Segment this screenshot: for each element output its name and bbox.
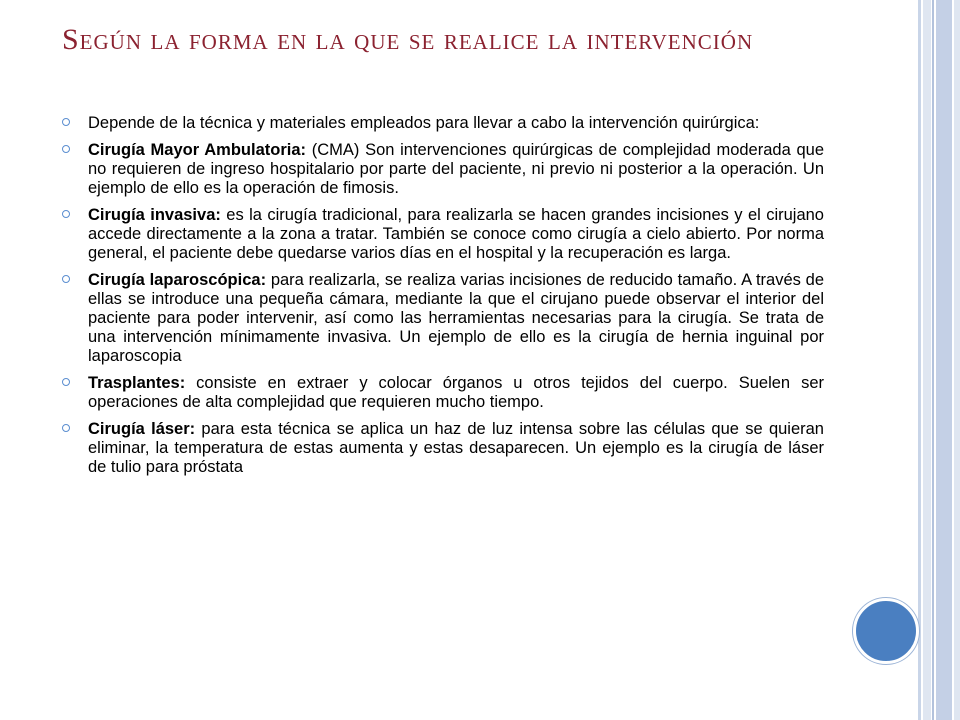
decorative-stripe	[954, 0, 960, 720]
bullet-item	[62, 271, 824, 366]
bullet-term: Cirugía láser:	[88, 420, 196, 438]
decorative-stripe	[932, 0, 934, 720]
bullet-item	[62, 420, 824, 477]
bullet-term: Trasplantes:	[88, 374, 186, 392]
bullet-circle-icon	[62, 118, 70, 126]
bullet-item	[62, 374, 824, 412]
bullet-term: Cirugía Mayor Ambulatoria:	[88, 141, 306, 159]
bullet-item	[62, 141, 824, 198]
decorative-circle	[853, 598, 919, 664]
bullet-term: Cirugía laparoscópica:	[88, 271, 267, 289]
bullet-circle-icon	[62, 378, 70, 386]
bullet-text: (CMA) Son intervenciones quirúrgicas de complejidad moderada que no requieren de ingreso hospitalario por parte del paciente, ni previo ni posterior a la operación. Un ejemplo de ello es la operación de fimosis.	[88, 141, 824, 197]
bullet-circle-icon	[62, 210, 70, 218]
bullet-text: para realizarla, se realiza varias incisiones de reducido tamaño. A través de ellas se introduce una pequeña cámara, mediante la que el cirujano puede observar el interior del paciente para poder intervenir, así como las herramientas necesarias para la cirugía. Se trata de una intervención mínimamente invasiva. Un ejemplo de ello es la cirugía de hernia inguinal por laparoscopia	[88, 271, 824, 365]
decorative-stripe	[923, 0, 931, 720]
bullet-circle-icon	[62, 145, 70, 153]
bullet-term: Cirugía invasiva:	[88, 206, 221, 224]
slide-title: Según la forma en la que se realice la intervención	[62, 23, 754, 56]
bullet-text: para esta técnica se aplica un haz de luz intensa sobre las células que se quieran eliminar, la temperatura de estas aumenta y estas desaparecen. Un ejemplo es la cirugía de láser de tulio para próstata	[88, 420, 824, 476]
bullet-item	[62, 206, 824, 263]
bullet-circle-icon	[62, 275, 70, 283]
decorative-stripe	[936, 0, 952, 720]
bullet-circle-icon	[62, 424, 70, 432]
bullet-text: es la cirugía tradicional, para realizarla se hacen grandes incisiones y el cirujano accede directamente a la zona a tratar. También se conoce como cirugía a cielo abierto. Por norma general, el paciente debe quedarse varios días en el hospital y la recuperación es larga.	[88, 206, 824, 262]
bullet-text: consiste en extraer y colocar órganos u otros tejidos del cuerpo. Suelen ser operaciones de alta complejidad que requieren mucho tiempo.	[88, 374, 824, 411]
bullet-item	[62, 114, 824, 133]
decorative-stripe	[918, 0, 921, 720]
bullet-text: Depende de la técnica y materiales empleados para llevar a cabo la intervención quirúrgica:	[88, 114, 760, 132]
bullet-list	[62, 114, 824, 485]
